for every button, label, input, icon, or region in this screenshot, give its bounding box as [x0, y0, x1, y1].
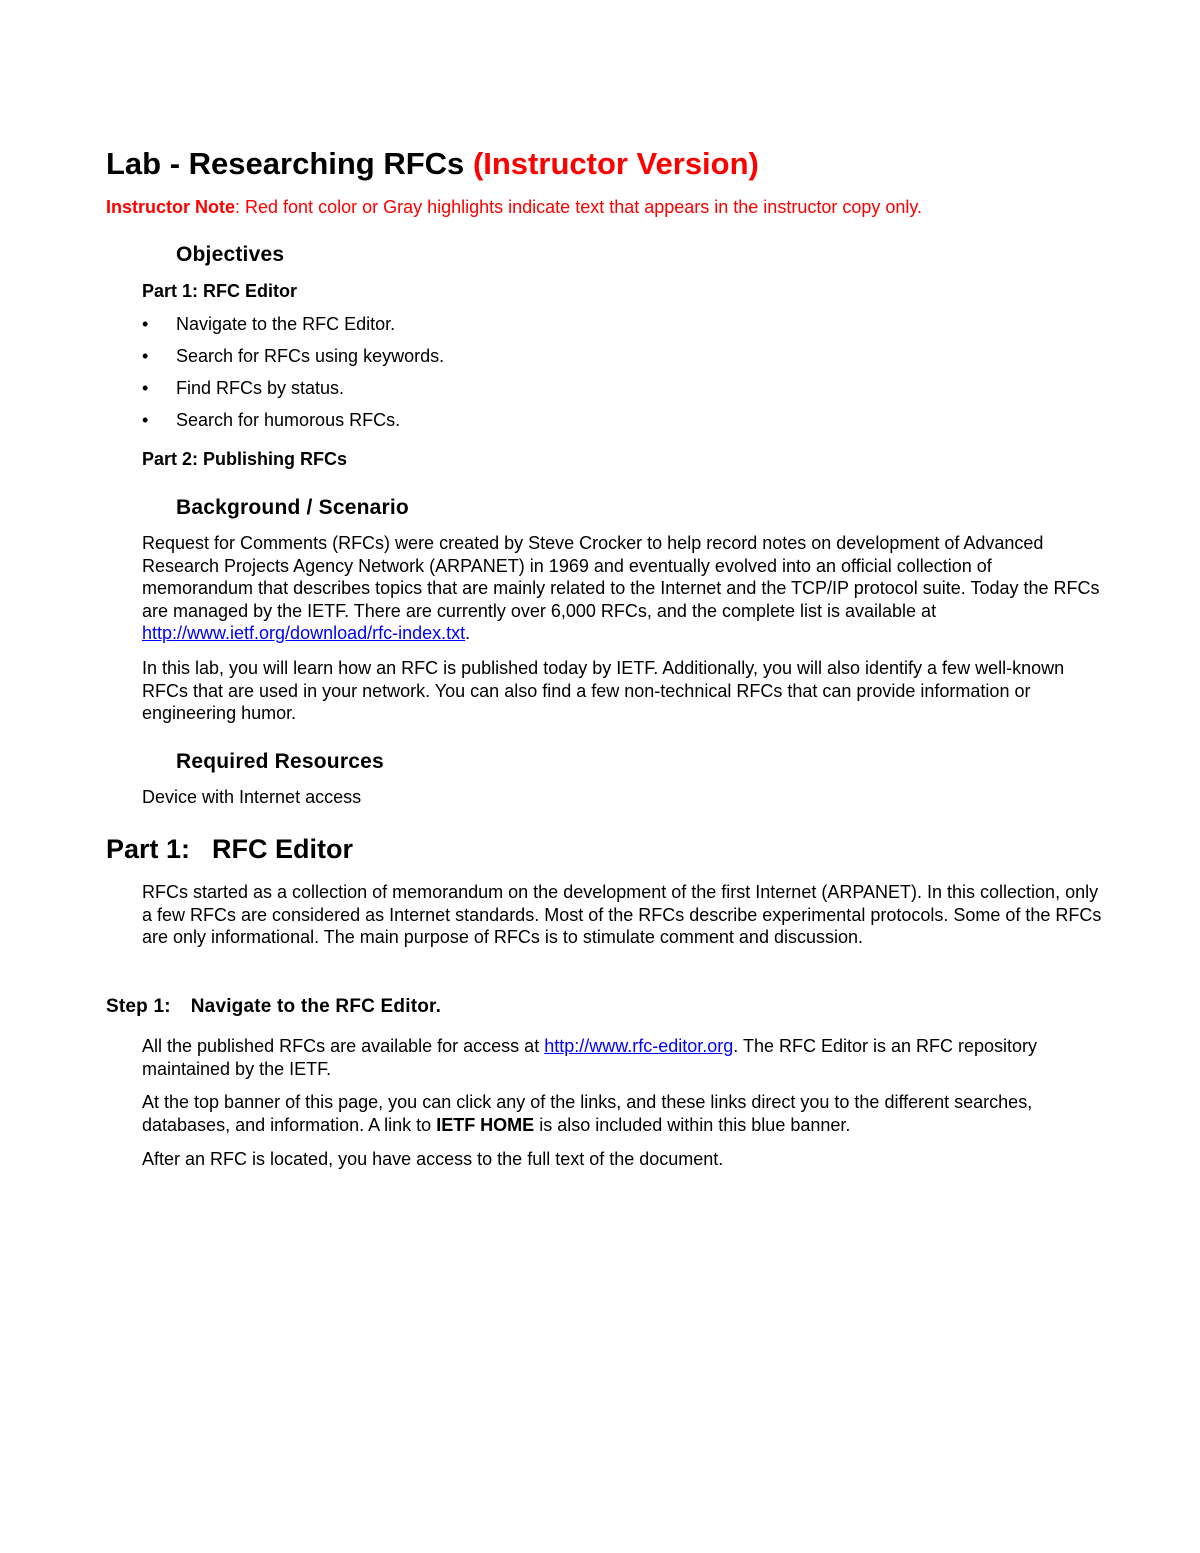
step1-title: Navigate to the RFC Editor.	[190, 996, 442, 1017]
step1-paragraph-1-end: . The RFC Editor is an RFC repository maintained by the IETF.	[142, 1036, 1038, 1079]
list-item	[142, 376, 444, 408]
step1-paragraph-1-text: All the published RFCs are available for access at	[142, 1036, 545, 1056]
objectives-part2-label: Part 2: Publishing RFCs	[142, 449, 348, 469]
step1-paragraph-2-text: At the top banner of this page, you can click any of the links, and these links direct you to the different searches, databases, and information. A link to	[142, 1092, 1033, 1135]
background-paragraph-1	[142, 532, 1102, 645]
rfc-editor-link[interactable]: http://www.rfc-editor.org	[544, 1036, 734, 1056]
step1-paragraph-3: After an RFC is located, you have access to the full text of the document.	[142, 1149, 724, 1169]
part1-label: Part 1:	[106, 834, 191, 864]
background-paragraph-1-end: .	[465, 623, 471, 643]
list-item-text: Search for RFCs using keywords.	[176, 346, 445, 366]
list-item-text: Search for humorous RFCs.	[176, 410, 401, 430]
list-item	[142, 408, 444, 440]
objectives-heading: Objectives	[176, 243, 285, 266]
bullet-icon: •	[142, 346, 149, 366]
part1-intro: RFCs started as a collection of memorandum on the development of the first Internet (ARPANET). In this collection, only a few RFCs are considered as Internet standards. Most of the RFCs describe experimental protocols. Some of the RFCs are only informational. The main purpose of RFCs is to stimulate comment and discussion.	[142, 882, 1102, 947]
part1-title: RFC Editor	[212, 834, 354, 864]
step1-paragraph-1	[142, 1035, 1102, 1080]
step1-paragraph-2	[142, 1091, 1102, 1136]
list-item-text: Find RFCs by status.	[176, 378, 345, 398]
document-title-text: Lab - Researching RFCs	[106, 146, 465, 181]
bullet-icon: •	[142, 314, 149, 334]
background-heading: Background / Scenario	[176, 496, 409, 519]
bullet-icon: •	[142, 410, 149, 430]
list-item-text: Navigate to the RFC Editor.	[176, 314, 396, 334]
objectives-part1-list	[142, 312, 444, 440]
step1-paragraph-2-end: is also included within this blue banner.	[534, 1114, 851, 1135]
resources-text: Device with Internet access	[142, 787, 362, 807]
background-paragraph-1-text: Request for Comments (RFCs) were created by Steve Crocker to help record notes on development of Advanced Research Projects Agency Network (ARPANET) in 1969 and eventually evolved into an official collection of memorandum that describes topics that are mainly related to the Internet and the TCP/IP protocol suite. Today the RFCs are managed by the IETF. There are currently over 6,000 RFCs, and the complete list is available at	[142, 533, 1100, 621]
instructor-note	[106, 195, 922, 219]
step1-heading	[106, 994, 441, 1020]
list-item	[142, 312, 444, 344]
instructor-version-tag: (Instructor Version)	[472, 146, 759, 181]
objectives-part1-label: Part 1: RFC Editor	[142, 281, 298, 301]
step1-label: Step 1:	[106, 996, 171, 1017]
ietf-home-label: IETF HOME	[436, 1114, 535, 1135]
bullet-icon: •	[142, 378, 149, 398]
part1-heading	[106, 830, 353, 868]
instructor-note-label: Instructor Note	[106, 197, 236, 217]
document-title	[106, 142, 759, 186]
resources-heading: Required Resources	[176, 750, 384, 773]
list-item	[142, 344, 444, 376]
instructor-note-text: : Red font color or Gray highlights indicate text that appears in the instructor copy only.	[235, 197, 923, 217]
rfc-index-link[interactable]: http://www.ietf.org/download/rfc-index.txt	[142, 623, 466, 643]
background-paragraph-2: In this lab, you will learn how an RFC is published today by IETF. Additionally, you will also identify a few well-known RFCs that are used in your network. You can also find a few non-technical RFCs that can provide information or engineering humor.	[142, 658, 1065, 723]
